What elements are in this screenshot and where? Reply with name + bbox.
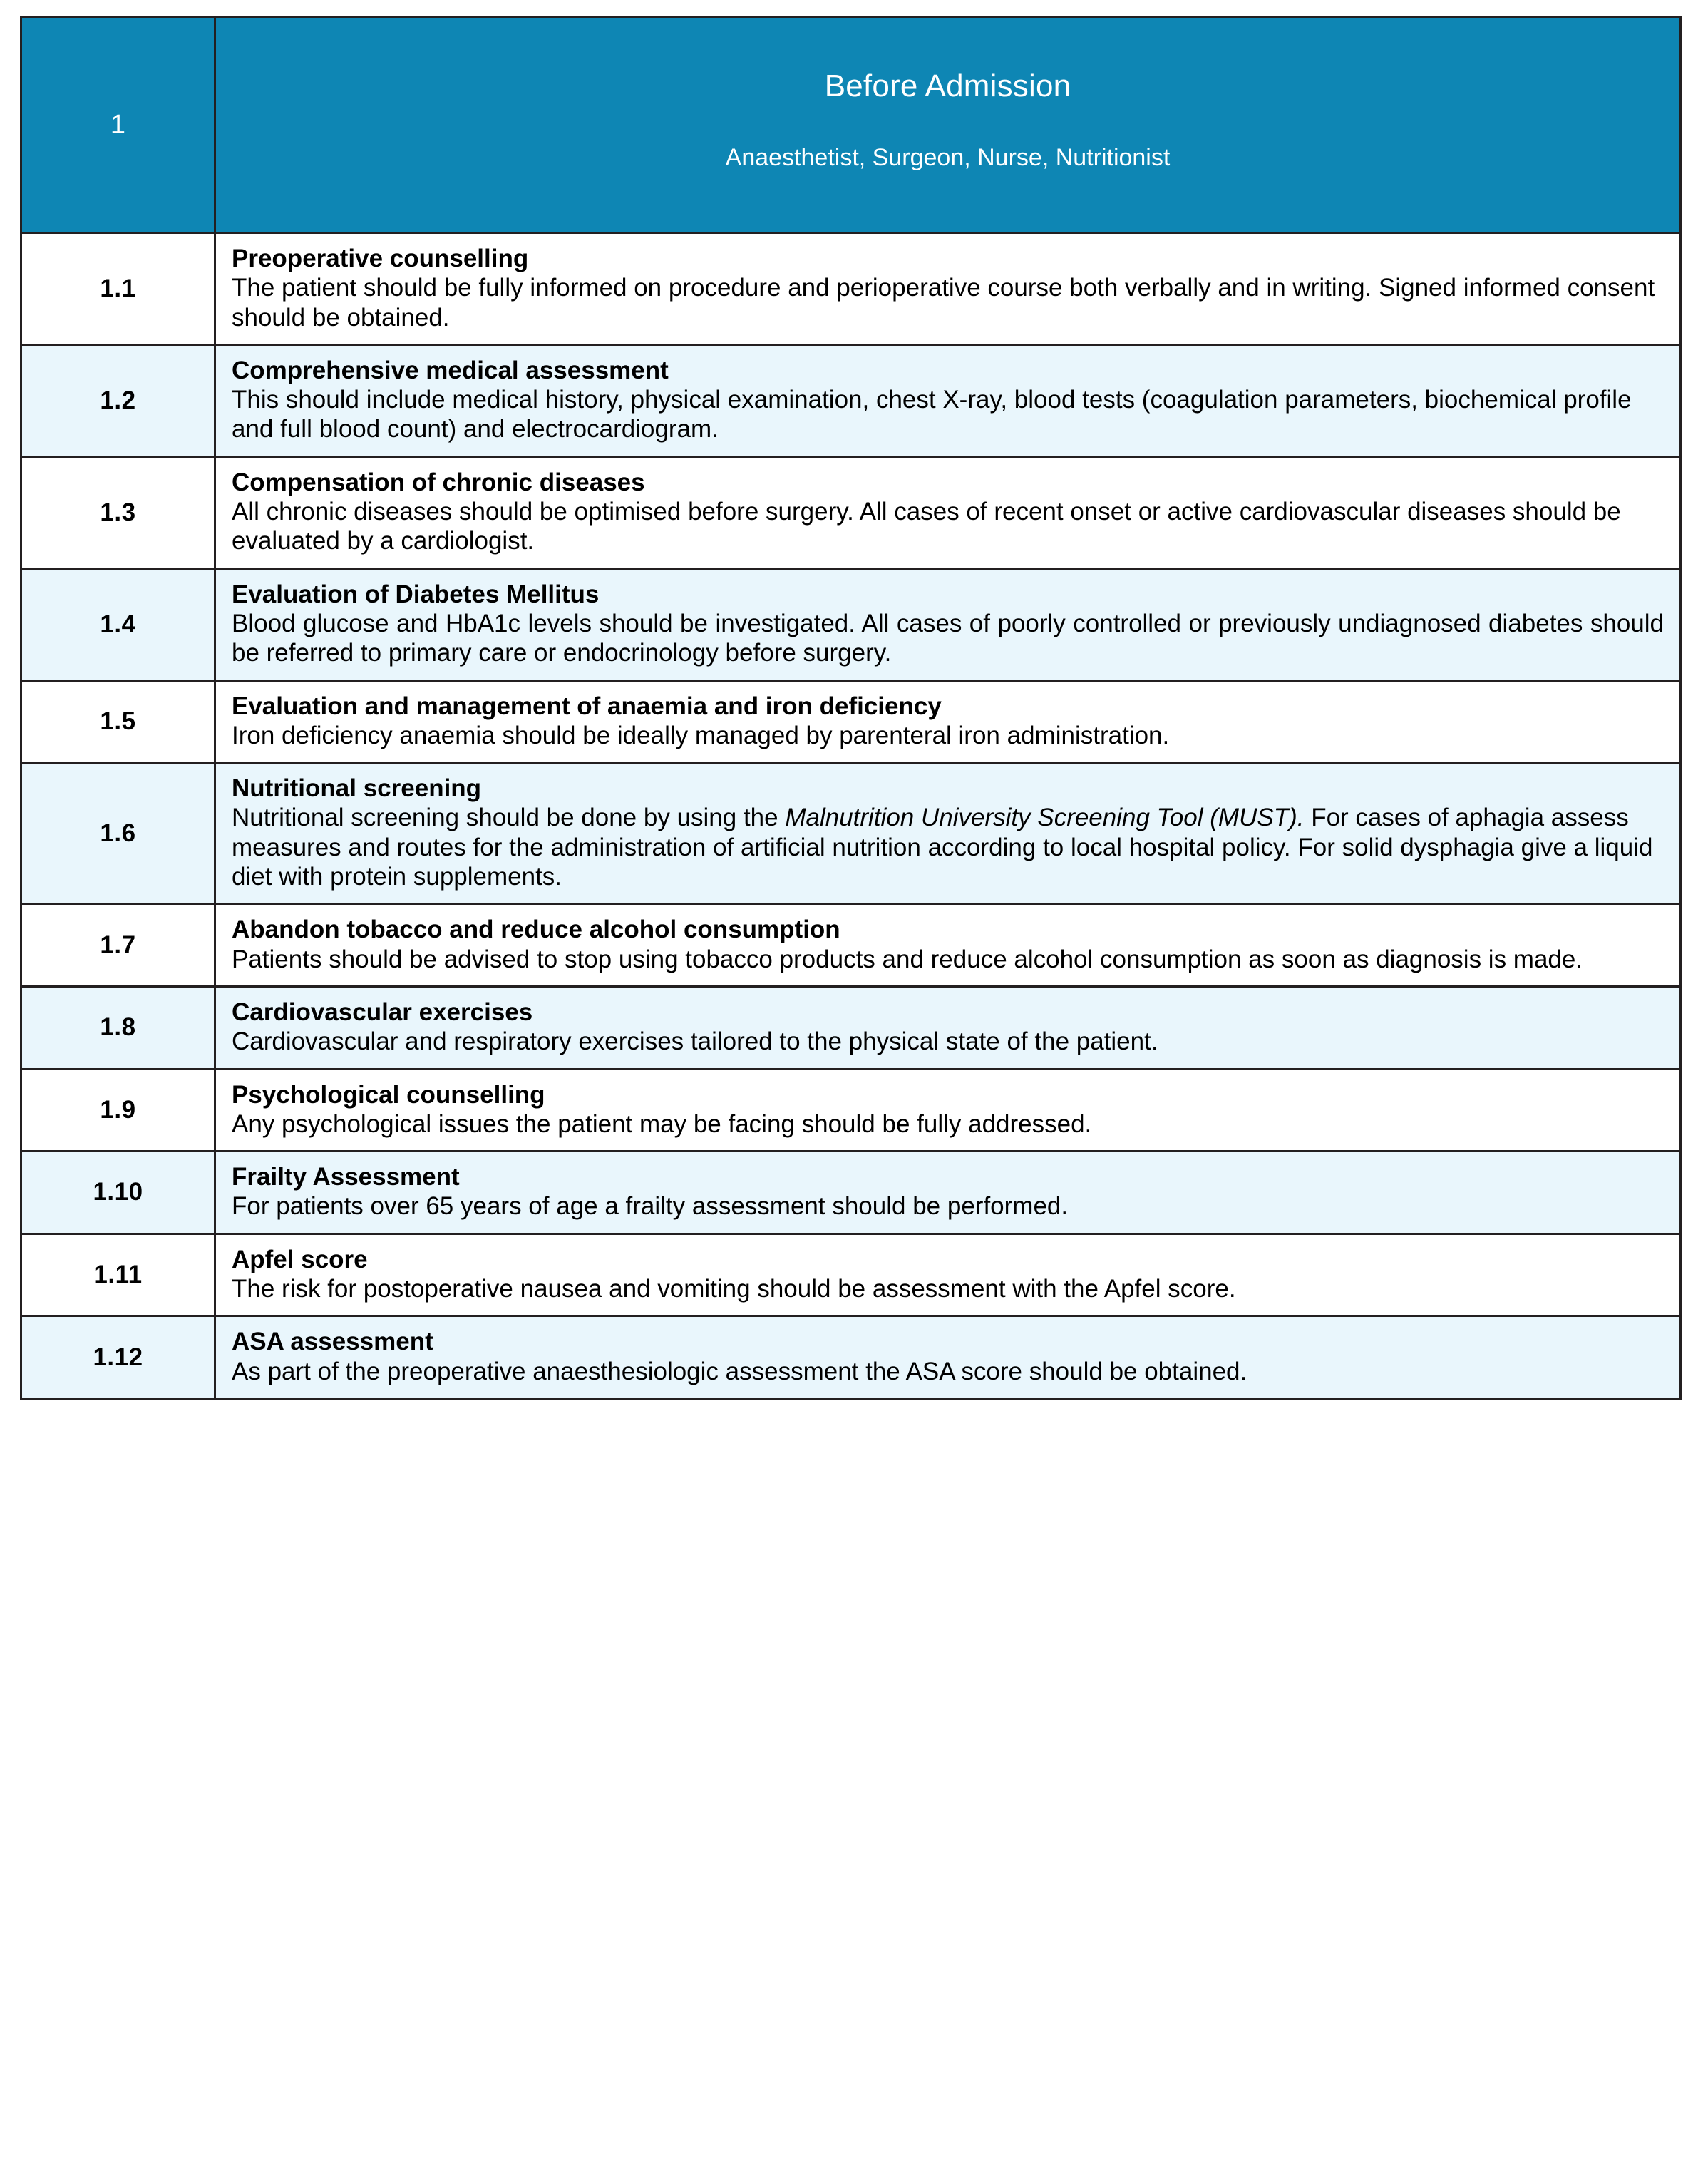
item-title: Abandon tobacco and reduce alcohol consumption (232, 916, 840, 944)
table-header-row (21, 17, 1681, 233)
item-content-cell (215, 1234, 1681, 1316)
item-description: The patient should be fully informed on procedure and perioperative course both verbally and in writing. Signed informed consent should be obtained. (232, 274, 1655, 332)
item-number-cell: 1.6 (21, 763, 215, 904)
protocol-table-body (21, 17, 1681, 1399)
item-title: Comprehensive medical assessment (232, 356, 669, 384)
table-row (21, 1069, 1681, 1152)
item-content-cell (215, 904, 1681, 987)
item-title: Cardiovascular exercises (232, 998, 533, 1026)
item-description: Cardiovascular and respiratory exercises tailored to the physical state of the patient. (232, 1027, 1158, 1056)
item-description: Blood glucose and HbA1c levels should be investigated. All cases of poorly controlled or previously undiagnosed diabetes should be referred to primary care or endocrinology before surgery. (232, 609, 1664, 667)
table-row (21, 1234, 1681, 1316)
item-description: Patients should be advised to stop using tobacco products and reduce alcohol consumption as soon as diagnosis is made. (232, 945, 1583, 973)
item-content-cell (215, 986, 1681, 1069)
item-title: Apfel score (232, 1245, 368, 1273)
item-number-cell: 1.7 (21, 904, 215, 987)
item-title: ASA assessment (232, 1328, 433, 1356)
item-number-cell: 1.1 (21, 233, 215, 345)
table-row (21, 763, 1681, 904)
item-title: Frailty Assessment (232, 1163, 460, 1191)
item-title: Evaluation of Diabetes Mellitus (232, 580, 600, 608)
item-description: All chronic diseases should be optimised before surgery. All cases of recent onset or active cardiovascular diseases should be evaluated by a cardiologist. (232, 498, 1621, 555)
table-row (21, 680, 1681, 763)
item-content-cell (215, 233, 1681, 345)
item-title: Evaluation and management of anaemia and iron deficiency (232, 692, 942, 720)
table-row (21, 904, 1681, 987)
item-number-cell: 1.2 (21, 344, 215, 456)
item-description: As part of the preoperative anaesthesiologic assessment the ASA score should be obtained. (232, 1357, 1247, 1385)
table-row (21, 568, 1681, 680)
table-row (21, 1316, 1681, 1399)
protocol-table (20, 16, 1682, 1400)
item-content-cell (215, 568, 1681, 680)
table-row (21, 344, 1681, 456)
table-row (21, 986, 1681, 1069)
item-content-cell (215, 680, 1681, 763)
item-content-cell (215, 1316, 1681, 1399)
phase-number-cell: 1 (21, 17, 215, 233)
item-content-cell (215, 1152, 1681, 1234)
table-row (21, 1152, 1681, 1234)
item-description: The risk for postoperative nausea and vomiting should be assessment with the Apfel score. (232, 1275, 1236, 1303)
item-description-emphasis: Malnutrition University Screening Tool (MUST). (785, 804, 1305, 832)
item-description: Nutritional screening should be done by using the Malnutrition University Screening Tool (MUST). For cases of aphagia assess measures and routes for the administration of artificial nutrition according to local hospital policy. For solid dysphagia give a liquid diet with protein supplements. (232, 804, 1653, 891)
item-content-cell (215, 344, 1681, 456)
item-content-cell (215, 456, 1681, 568)
item-number-cell: 1.11 (21, 1234, 215, 1316)
item-number-cell: 1.4 (21, 568, 215, 680)
table-row (21, 233, 1681, 345)
item-description: Iron deficiency anaemia should be ideally managed by parenteral iron administration. (232, 721, 1170, 749)
item-number-cell: 1.8 (21, 986, 215, 1069)
item-content-cell (215, 763, 1681, 904)
item-number-cell: 1.12 (21, 1316, 215, 1399)
phase-header-cell (215, 17, 1681, 233)
table-row (21, 456, 1681, 568)
item-number-cell: 1.9 (21, 1069, 215, 1152)
item-title: Nutritional screening (232, 774, 482, 803)
phase-roles: Anaesthetist, Surgeon, Nurse, Nutritionist (725, 144, 1171, 172)
item-description: For patients over 65 years of age a frailty assessment should be performed. (232, 1192, 1069, 1221)
item-number-cell: 1.5 (21, 680, 215, 763)
item-title: Preoperative counselling (232, 245, 529, 272)
phase-title: Before Admission (824, 68, 1071, 104)
item-title: Psychological counselling (232, 1080, 545, 1109)
item-number-cell: 1.3 (21, 456, 215, 568)
item-title: Compensation of chronic diseases (232, 468, 645, 496)
item-content-cell (215, 1069, 1681, 1152)
item-description: Any psychological issues the patient may be facing should be fully addressed. (232, 1109, 1092, 1138)
item-description: This should include medical history, physical examination, chest X-ray, blood tests (coagulation parameters, biochemical profile and full blood count) and electrocardiogram. (232, 386, 1632, 444)
item-number-cell: 1.10 (21, 1152, 215, 1234)
